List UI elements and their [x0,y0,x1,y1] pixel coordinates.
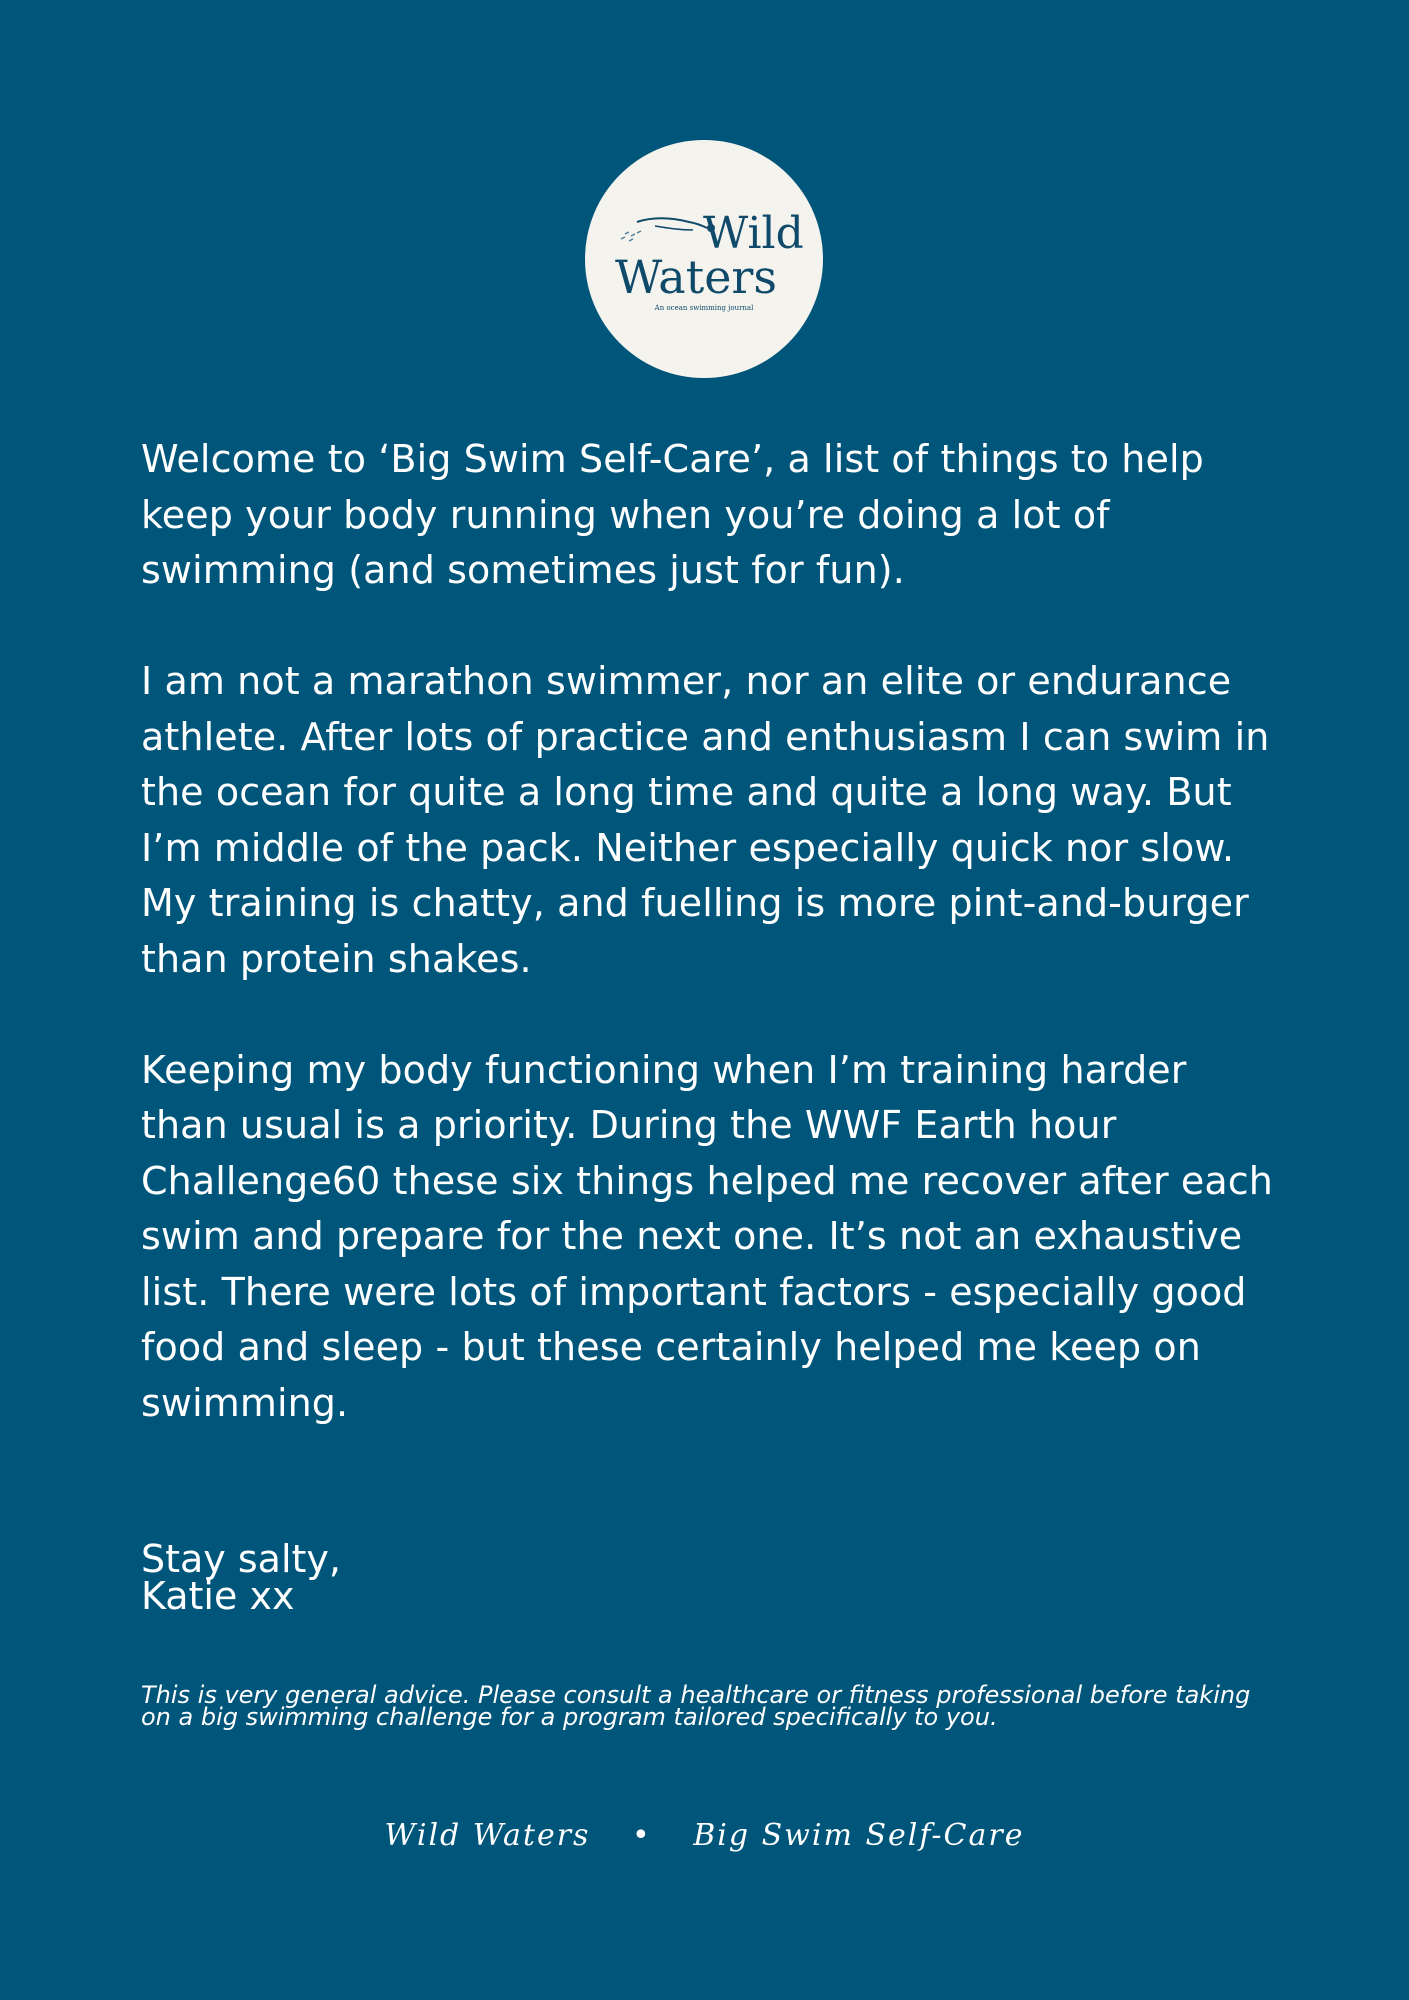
wild-waters-logo [585,140,823,378]
signoff-line-1: Stay salty, [141,1537,341,1581]
footer-separator: • [632,1818,652,1853]
signoff-line-2: Katie xx [141,1574,295,1618]
logo-tagline: An ocean swimming journal [654,304,754,312]
logo-wild-text: Wild [703,208,804,259]
paragraph-welcome: Welcome to ‘Big Swim Self-Care’, a list of things to help keep your body running when you’re doing a lot of swimming (and sometimes just for fun). [141,437,1204,592]
disclaimer: This is very general advice. Please consult a healthcare or fitness professional before taking on a big swimming challenge for a program tailored specifically to you. [141,1681,1251,1731]
logo-waters-text: Waters [615,250,778,304]
intro-text [141,432,1281,1487]
paragraph-about-me: I am not a marathon swimmer, nor an elite or endurance athlete. After lots of practice and enthusiasm I can swim in the ocean for quite a long time and quite a long way. But I’m middle of the pack. Neither especially quick nor slow. My training is chatty, and fuelling is more pint-and-burger than protein shakes. [141,659,1270,981]
footer [0,1818,1409,1853]
footer-left: Wild Waters [384,1818,591,1853]
signoff [141,1537,341,1618]
paragraph-priority: Keeping my body functioning when I’m training harder than usual is a priority. During the WWF Earth hour Challenge60 these six things helped me recover after each swim and prepare for the next one. It’s not an exhaustive list. There were lots of important factors - especially good food and sleep - but these certainly helped me keep on swimming. [141,1047,1273,1425]
footer-right: Big Swim Self-Care [693,1818,1025,1853]
